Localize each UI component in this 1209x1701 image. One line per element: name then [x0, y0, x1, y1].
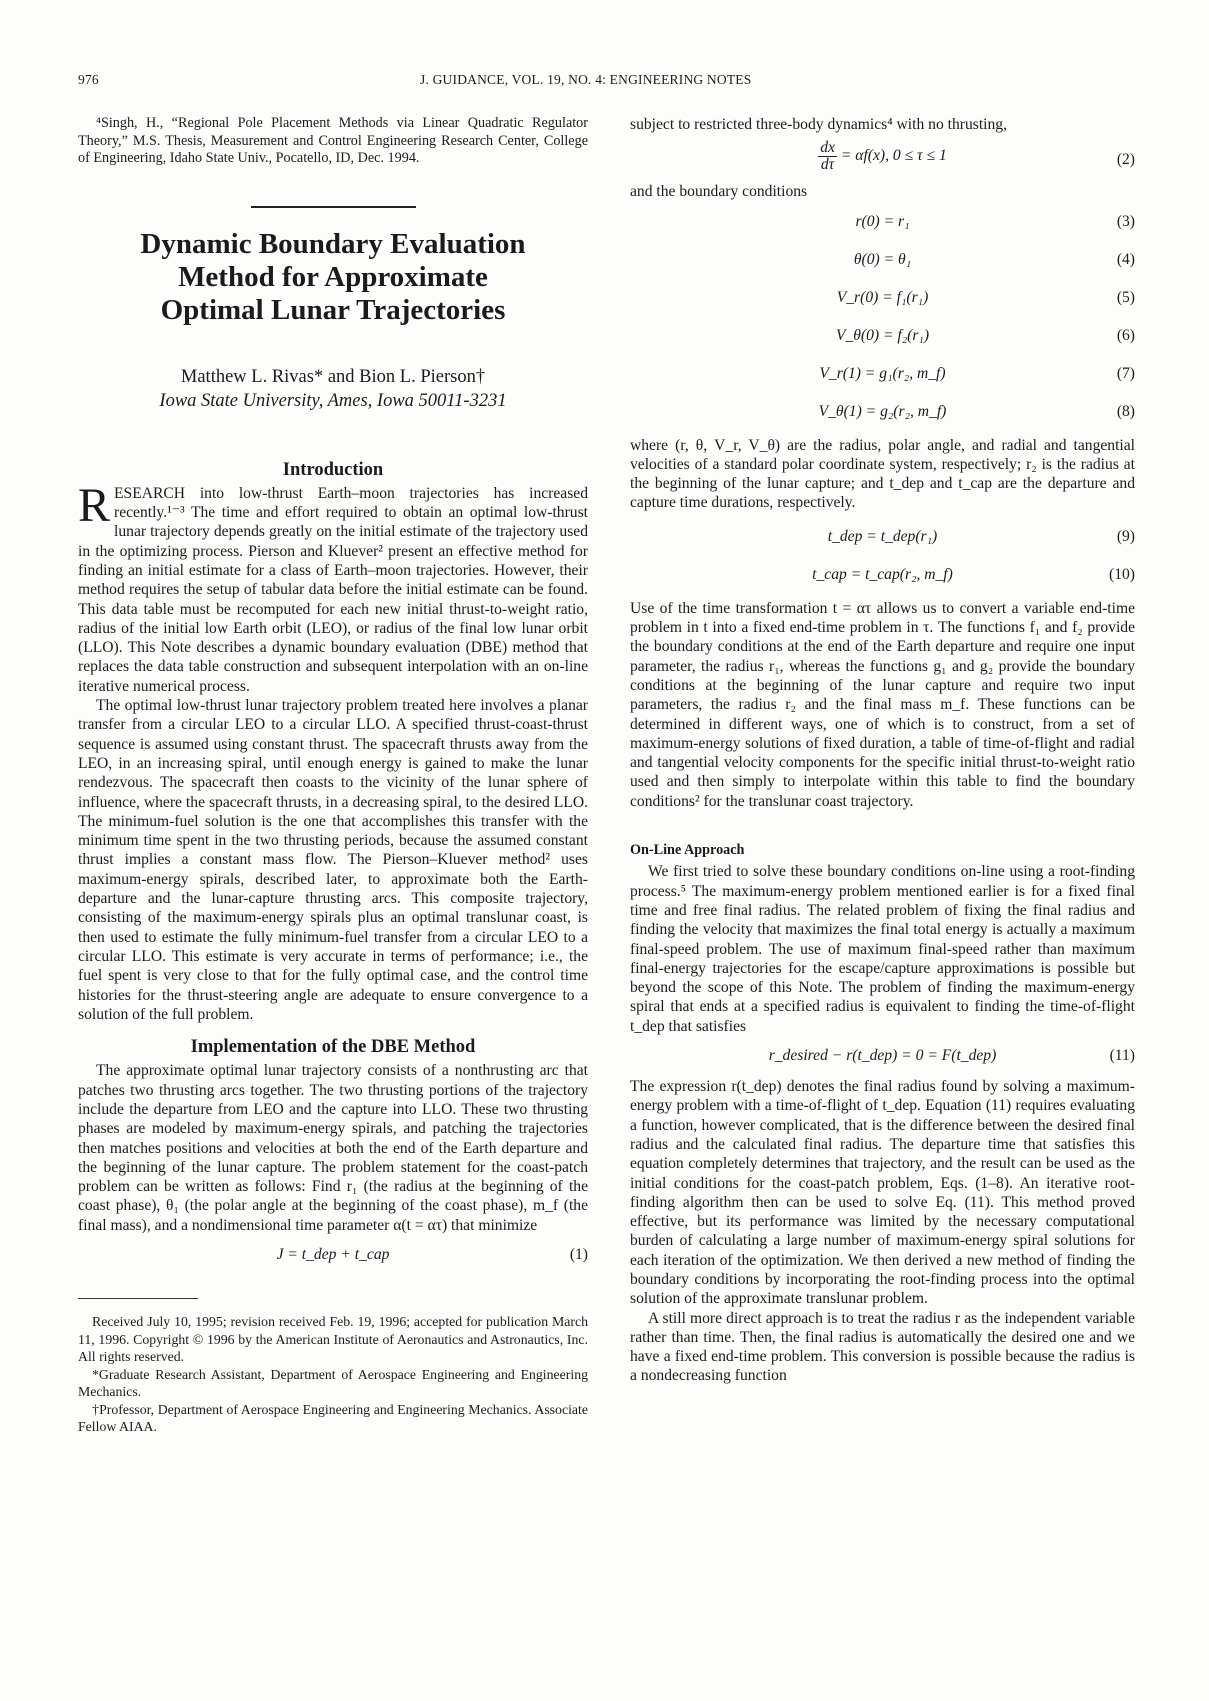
title-line: Method for Approximate: [178, 260, 488, 293]
affiliation: Iowa State University, Ames, Iowa 50011-3231: [159, 390, 507, 411]
equation-5-expr: V_r(0) = f₁(r₁): [836, 288, 929, 306]
equation-1: [78, 1235, 588, 1276]
paragraph-boundary: and the boundary conditions: [630, 183, 808, 201]
reference-4: ⁴Singh, H., “Regional Pole Placement Methods via Linear Quadratic Regulator Theory,” M.S. Thesis, Measurement and Control Engineering Research Center, College of Engineering, Idaho State Univ., Pocatello, ID, Dec. 1994.: [78, 115, 588, 166]
paragraph-subject: subject to restricted three-body dynamics⁴ with no thrusting,: [630, 116, 1008, 133]
equation-2: [630, 134, 1135, 182]
left-column: [78, 115, 588, 1436]
equation-9: [630, 517, 1135, 555]
section-heading-introduction: Introduction: [282, 459, 384, 480]
equation-3-expr: r(0) = r₁: [855, 212, 910, 230]
equation-8-number: (8): [1116, 402, 1135, 420]
equation-1-expr: J = t_dep + t_cap: [276, 1246, 390, 1264]
equation-1-number: (1): [569, 1246, 588, 1264]
paragraph-where: where (r, θ, V_r, V_θ) are the radius, polar angle, and radial and tangential velocities of a standard polar coordinate system, respectively; r₂ is the radius at the beginning of the lunar capture; and t_dep and t_cap are the departure and capture time durations, respectively.: [630, 436, 1135, 512]
equation-11-number: (11): [1109, 1047, 1135, 1065]
equation-7: [630, 354, 1135, 392]
equation-2-denominator: dτ: [820, 156, 835, 174]
page-number: 976: [78, 72, 99, 87]
equation-5: [630, 278, 1135, 316]
equation-2-fraction: [818, 140, 837, 173]
equation-2-numerator: dx: [820, 139, 835, 157]
footnote-star: *Graduate Research Assistant, Department of Aerospace Engineering and Engineering Mechanics.: [78, 1366, 588, 1400]
article-title: [78, 228, 588, 327]
equation-10: [630, 555, 1135, 593]
impl-paragraph-1: The approximate optimal lunar trajectory consists of a nonthrusting arc that patches two thrusting arcs together. The two thrusting portions of the trajectory include the departure from LEO and the capture into LLO. These two thrusting phases are modeled by maximum-energy spirals, and patching the trajectories then matches positions and velocities at both the end of the Earth departure and the beginning of the lunar capture. The problem statement for the coast-patch problem can be written as follows: Find r₁ (the radius at the beginning of the coast phase), θ₁ (the polar angle at the beginning of the coast phase), m_f (the final mass), and a nondimensional time parameter α(t = ατ) that minimize: [78, 1062, 588, 1234]
equation-2-rhs: = αf(x), 0 ≤ τ ≤ 1: [840, 147, 947, 165]
intro-paragraph-1: [78, 478, 588, 696]
title-separator-rule: [251, 206, 416, 208]
subsection-heading-online: On-Line Approach: [630, 842, 745, 859]
online-paragraph-2: The expression r(t_dep) denotes the final radius found by solving a maximum-energy problem with a time-of-flight of t_dep. Equation (11) requires evaluating a function, however complicated, that is the difference between the desired final radius and the calculated final radius. The departure time that satisfies this equation completely determines that trajectory, and the result can be used as the initial conditions for the coast-patch problem, Eqs. (1–8). An iterative root-finding algorithm then can be used to solve Eq. (11). This method proved effective, but its performance was limited by the necessary computational burden of calculating a large number of maximum-energy spiral solutions for each iteration of the optimization. We then derived a new method of finding the boundary conditions by incorporating the root-finding process into the optimal solution of the approximate translunar problem.: [630, 1078, 1135, 1308]
equation-10-number: (10): [1109, 565, 1135, 583]
equation-7-number: (7): [1116, 364, 1135, 382]
online-paragraph-1: We first tried to solve these boundary conditions on-line using a root-finding process.⁵ The maximum-energy problem mentioned earlier is for a fixed final time and free final radius. The related problem of fixing the final radius and finding the velocity that maximizes the final total energy is actually a maximum final-speed problem. The use of maximum final-speed rather than maximum final-energy trajectories for the escape/capture approximations is possible but beyond the scope of this Note. The problem of finding the maximum-energy spiral that ends at a specified radius is equivalent to finding the time-of-flight t_dep that satisfies: [630, 863, 1135, 1035]
online-paragraph-3: A still more direct approach is to treat the radius r as the independent variable rather than time. Then, the final radius is automatically the desired one and we have a fixed end-time problem. This conversion is possible because the radius is a nondecreasing function: [630, 1309, 1135, 1385]
equation-4-expr: θ(0) = θ₁: [853, 250, 912, 268]
equation-6: [630, 316, 1135, 354]
intro-paragraph-1-text: ESEARCH into low-thrust Earth–moon trajectories has increased recently.¹⁻³ The time and effort required to obtain an optimal low-thrust lunar trajectory depends greatly on the initial estimate of the trajectory used in the optimizing process. Pierson and Kluever² present an effective method for finding an initial estimate for a class of Earth–moon trajectories. However, their method requires the setup of tabular data before the initial estimate can be found. This data table must be recomputed for each new initial thrust-to-weight ratio, radius of the initial low Earth orbit (LEO), or radius of the final low lunar orbit (LLO). This Note describes a dynamic boundary evaluation (DBE) method that replaces the data table construction and subsequent interpolation with an on-line iterative numerical process.: [78, 484, 588, 695]
equation-11-expr: r_desired − r(t_dep) = 0 = F(t_dep): [768, 1047, 997, 1065]
equation-8: [630, 392, 1135, 430]
equation-2-expr: [630, 140, 1135, 173]
equation-2-number: (2): [1116, 151, 1135, 169]
footnotes: [78, 1313, 588, 1436]
running-header: J. GUIDANCE, VOL. 19, NO. 4: ENGINEERING NOTES: [420, 72, 752, 87]
equation-11: [630, 1036, 1135, 1077]
section-heading-implementation: Implementation of the DBE Method: [190, 1037, 476, 1058]
right-column: [630, 115, 1135, 1386]
equation-6-number: (6): [1116, 326, 1135, 344]
intro-paragraph-2: The optimal low-thrust lunar trajectory problem treated here involves a planar transfer from a circular LEO to a circular LLO. A specified thrust-coast-thrust sequence is assumed using constant thrust. The spacecraft thrusts away from the LEO, in an increasing spiral, until enough energy is gained to make the lunar rendezvous. The spacecraft then coasts to the vicinity of the lunar sphere of influence, where the spacecraft thrusts, in a decreasing spiral, to the desired LLO. The minimum-fuel solution is the one that accomplishes this transfer with the minimum time spent in the two thrusting periods, because the assumed constant thrust implies a constant mass flow. The Pierson–Kluever method² uses maximum-energy spirals, described later, to approximate both the Earth-departure and the lunar-capture thrusting arcs. This composite trajectory, consisting of the maximum-energy spirals plus an optimal translunar coast, is then used to estimate the fully minimum-fuel transfer from a circular LEO to a circular LLO. This estimate is very accurate in terms of performance; i.e., the fuel spent is very close to that for the fully optimal case, and the control time histories for the thrust-steering angle are adequate to ensure convergence to a solution of the full problem.: [78, 697, 588, 1023]
equation-8-expr: V_θ(1) = g₂(r₂, m_f): [818, 402, 947, 420]
paragraph-time-transformation: Use of the time transformation t = ατ allows us to convert a variable end-time problem in t into a fixed end-time problem in τ. The functions f₁ and f₂ provide the boundary conditions at the end of the Earth departure and require one input parameter, the radius r₁, whereas the functions g₁ and g₂ provide the boundary conditions at the beginning of the lunar capture and require two input parameters, the radius r₂ and the final mass m_f. These functions can be determined in different ways, one of which is to construct, from a set of maximum-energy solutions of fixed duration, a table of time-of-flight and radial and tangential velocity components for the specific initial thrust-to-weight ratio used and then simply to interpolate within this table to find the boundary conditions² for the translunar coast trajectory.: [630, 599, 1135, 810]
equation-4: [630, 240, 1135, 278]
equation-3: [630, 202, 1135, 240]
equation-7-expr: V_r(1) = g₁(r₂, m_f): [819, 364, 946, 382]
equation-4-number: (4): [1116, 250, 1135, 268]
drop-cap: R: [78, 478, 111, 532]
equation-10-expr: t_cap = t_cap(r₂, m_f): [812, 565, 953, 583]
equation-6-expr: V_θ(0) = f₂(r₁): [835, 326, 930, 344]
title-line: Optimal Lunar Trajectories: [160, 293, 506, 326]
authors: Matthew L. Rivas* and Bion L. Pierson†: [180, 366, 486, 387]
footnote-dagger: †Professor, Department of Aerospace Engineering and Engineering Mechanics. Associate Fellow AIAA.: [78, 1401, 588, 1435]
footnote-rule: [78, 1298, 198, 1299]
title-line: Dynamic Boundary Evaluation: [140, 227, 526, 260]
footnote-received: Received July 10, 1995; revision received Feb. 19, 1996; accepted for publication March 11, 1996. Copyright © 1996 by the American Institute of Aeronautics and Astronautics, Inc. All rights reserved.: [78, 1314, 588, 1365]
equation-9-expr: t_dep = t_dep(r₁): [827, 527, 938, 545]
equation-5-number: (5): [1116, 288, 1135, 306]
equation-9-number: (9): [1116, 527, 1135, 545]
equation-3-number: (3): [1116, 212, 1135, 230]
